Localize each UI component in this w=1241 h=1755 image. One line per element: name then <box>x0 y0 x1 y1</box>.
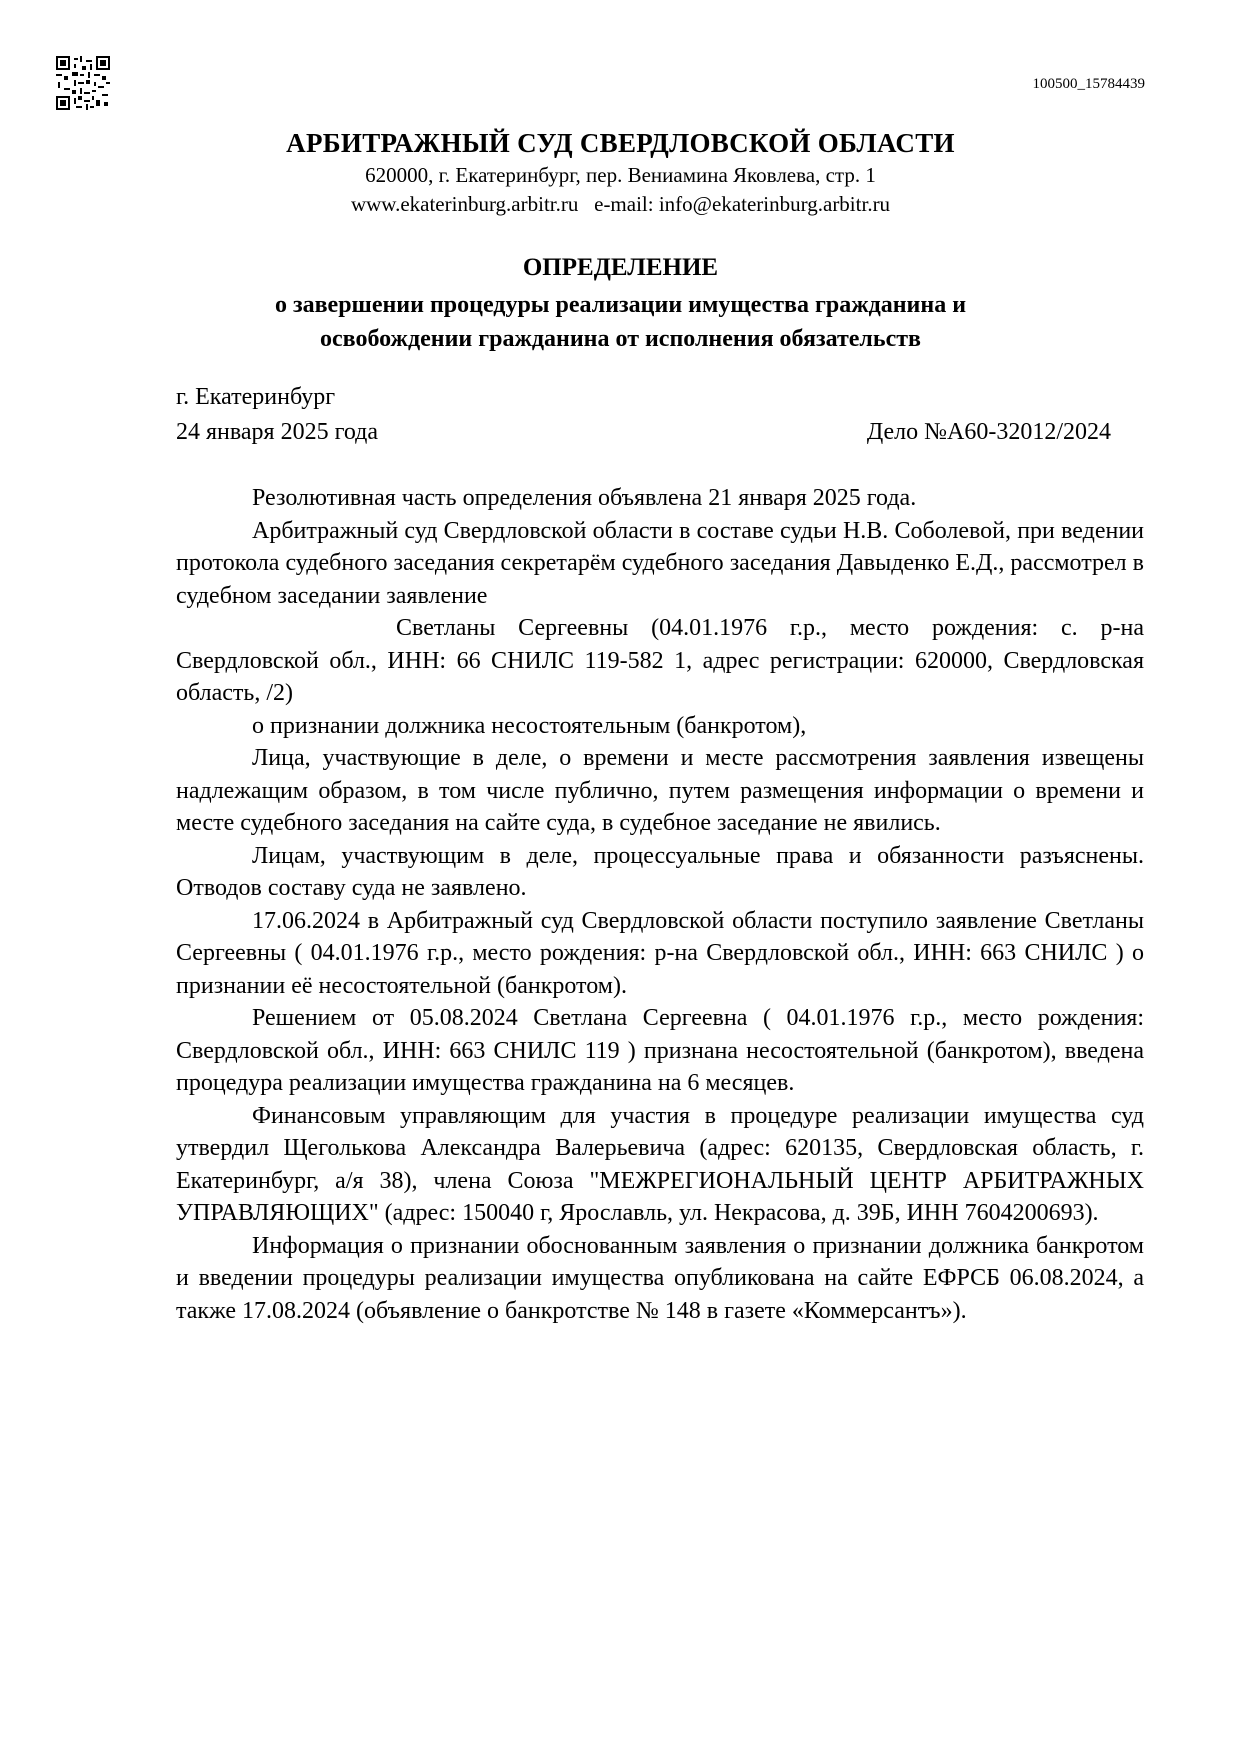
paragraph-operative-part: Резолютивная часть определения объявлена 21 января 2025 года. <box>252 485 917 511</box>
case-number: Дело №А60-32012/2024 <box>866 419 1111 445</box>
paragraph-debtor-details: Светланы Сергеевны (04.01.1976 г.р., место рождения: с. р-на Свердловской обл., ИНН: 66 СНИЛС 119-582 1, адрес регистрации: 620000, Свердловская область, /2) <box>176 615 1144 706</box>
paragraph-subject: о признании должника несостоятельным (банкротом), <box>252 712 807 739</box>
paragraph-publication: Информация о признании обоснованным заявления о признании должника банкротом и введении процедуры реализации имущества опубликована на сайте ЕФРСБ 06.08.2024, а также 17.08.2024 (объявление о банкротстве № 148 в газете «Коммерсантъ»). <box>176 1232 1144 1324</box>
document-body <box>176 482 1144 1327</box>
paragraph-composition: Арбитражный суд Свердловской области в составе судьи Н.В. Соболевой, при ведении протокола судебного заседания секретарём судебного заседания Давыденко Е.Д., рассмотрел в судебном заседании заявление <box>176 517 1144 609</box>
subtitle-line-1: о завершении процедуры реализации имущества гражданина и <box>274 292 967 318</box>
document-date: 24 января 2025 года <box>176 419 379 445</box>
document-subtitle <box>0 288 1241 356</box>
paragraph-manager: Финансовым управляющим для участия в процедуре реализации имущества суд утвердил Щеголькова Александра Валерьевича (адрес: 620135, Свердловская область, г. Екатеринбург, а/я 38), члена Союза "МЕЖРЕГИОНАЛЬНЫЙ ЦЕНТР АРБИТРАЖНЫХ УПРАВЛЯЮЩИХ" (адрес: 150040 г, Ярославль, ул. Некрасова, д. 39Б, ИНН 7604200693). <box>176 1102 1144 1226</box>
place: г. Екатеринбург <box>176 384 336 410</box>
qr-code-icon <box>56 56 110 110</box>
paragraph-notification: Лица, участвующие в деле, о времени и месте рассмотрения заявления извещены надлежащим образом, в том числе публично, путем размещения информации о времени и месте судебного заседания на сайте суда, в судебное заседание не явились. <box>176 745 1144 836</box>
document-title: ОПРЕДЕЛЕНИЕ <box>522 254 719 281</box>
court-contacts: www.ekaterinburg.arbitr.ru e-mail: info@ekaterinburg.arbitr.ru <box>350 192 891 216</box>
subtitle-line-2: освобождении гражданина от исполнения обязательств <box>320 326 921 352</box>
court-name: АРБИТРАЖНЫЙ СУД СВЕРДЛОВСКОЙ ОБЛАСТИ <box>286 128 955 158</box>
paragraph-application: 17.06.2024 в Арбитражный суд Свердловской области поступило заявление Светланы Сергеевны ( 04.01.1976 г.р., место рождения: р-на Свердловской обл., ИНН: 663 СНИЛС ) о признании её несостоятельной (банкротом). <box>176 907 1144 999</box>
paragraph-decision: Решением от 05.08.2024 Светлана Сергеевна ( 04.01.1976 г.р., место рождения: Свердловской обл., ИНН: 663 СНИЛС 119 ) признана несостоятельной (банкротом), введена процедура реализации имущества гражданина на 6 месяцев. <box>176 1005 1144 1096</box>
document-id: 100500_15784439 <box>1032 76 1145 92</box>
paragraph-rights: Лицам, участвующим в деле, процессуальные права и обязанности разъяснены. Отводов составу суда не заявлено. <box>176 842 1144 901</box>
court-address: 620000, г. Екатеринбург, пер. Вениамина Яковлева, стр. 1 <box>365 163 876 187</box>
